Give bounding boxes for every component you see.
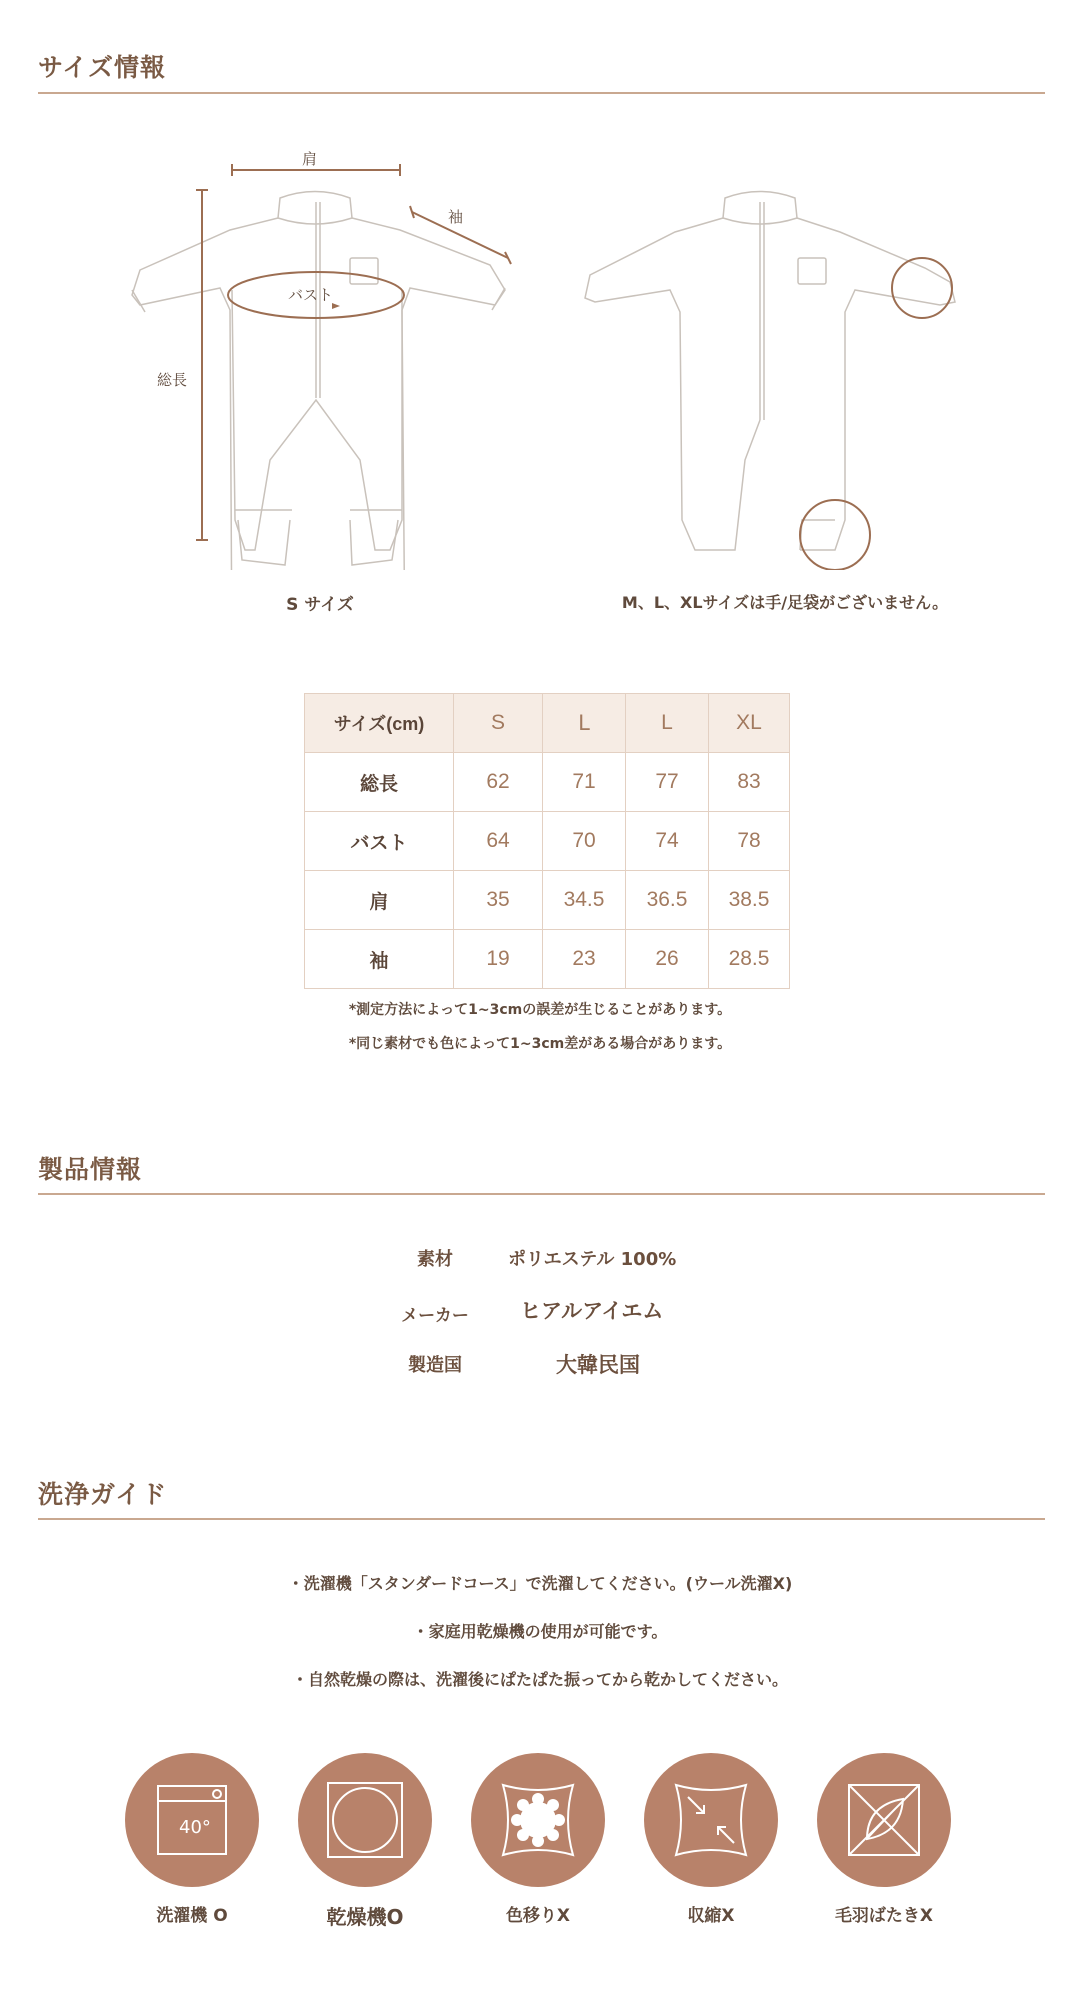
cell: 70 bbox=[543, 812, 626, 871]
maker-label: メーカー bbox=[401, 1306, 469, 1326]
row-label: 総長 bbox=[305, 753, 454, 812]
cell: 19 bbox=[454, 930, 543, 989]
size-header-s: S bbox=[454, 694, 543, 753]
wash-section-divider bbox=[38, 1518, 1045, 1520]
washing-machine-icon bbox=[125, 1753, 259, 1887]
size-header-unit: サイズ(cm) bbox=[305, 694, 454, 753]
table-row bbox=[305, 753, 790, 812]
svg-text:40°: 40° bbox=[179, 1817, 211, 1838]
wash-instruction-1: ・洗濯機「スタンダードコース」で洗濯してください。(ウール洗濯X) bbox=[287, 1574, 793, 1593]
product-section-divider bbox=[38, 1193, 1045, 1195]
cell: 26 bbox=[626, 930, 709, 989]
cell: 78 bbox=[709, 812, 790, 871]
measurement-note: *測定方法によって1~3cmの誤差が生じることがあります。 bbox=[348, 1002, 732, 1018]
cell: 62 bbox=[454, 753, 543, 812]
material-label: 素材 bbox=[417, 1249, 453, 1270]
back-romper-diagram bbox=[570, 140, 990, 570]
cell: 77 bbox=[626, 753, 709, 812]
cell: 38.5 bbox=[709, 871, 790, 930]
tumble-dryer-icon bbox=[298, 1753, 432, 1887]
shrinkage-icon bbox=[644, 1753, 778, 1887]
row-label: バスト bbox=[305, 812, 454, 871]
product-section-title: 製品情報 bbox=[38, 1155, 143, 1184]
length-label: 総長 bbox=[157, 371, 188, 389]
pilling-icon bbox=[817, 1753, 951, 1887]
origin-label: 製造国 bbox=[408, 1355, 462, 1376]
back-caption: M、L、XLサイズは手/足袋がございません。 bbox=[621, 593, 949, 612]
size-header-xl: XL bbox=[709, 694, 790, 753]
maker-value: ヒアルアイエム bbox=[520, 1299, 664, 1323]
bust-label: バスト bbox=[288, 286, 334, 304]
row-label: 肩 bbox=[305, 871, 454, 930]
table-row bbox=[305, 871, 790, 930]
row-label: 袖 bbox=[305, 930, 454, 989]
front-romper-diagram bbox=[120, 140, 520, 570]
cell: 23 bbox=[543, 930, 626, 989]
front-caption: S サイズ bbox=[286, 595, 354, 615]
material-value: ポリエステル 100% bbox=[508, 1249, 677, 1270]
size-table bbox=[304, 693, 790, 989]
cell: 36.5 bbox=[626, 871, 709, 930]
wash-instruction-2: ・家庭用乾燥機の使用が可能です。 bbox=[412, 1622, 668, 1641]
origin-value: 大韓民国 bbox=[556, 1353, 640, 1377]
sleeve-label: 袖 bbox=[448, 208, 464, 226]
cell: 83 bbox=[709, 753, 790, 812]
color-transfer-icon bbox=[471, 1753, 605, 1887]
table-row bbox=[305, 930, 790, 989]
cell: 74 bbox=[626, 812, 709, 871]
wash-section-title: 洗浄ガイド bbox=[38, 1480, 168, 1509]
pilling-label: 毛羽ばたきX bbox=[834, 1906, 934, 1926]
wash-instruction-3: ・自然乾燥の際は、洗濯後にぱたぱた振ってから乾かしてください。 bbox=[291, 1670, 788, 1689]
cell: 34.5 bbox=[543, 871, 626, 930]
size-section-title: サイズ情報 bbox=[38, 53, 167, 82]
shrinkage-label: 収縮X bbox=[687, 1906, 735, 1926]
color-transfer-label: 色移りX bbox=[505, 1906, 571, 1926]
size-header-m: ᒪ bbox=[543, 694, 626, 753]
washing-machine-label: 洗濯機 O bbox=[156, 1906, 228, 1926]
color-note: *同じ素材でも色によって1~3cm差がある場合があります。 bbox=[348, 1036, 732, 1052]
size-header-l: L bbox=[626, 694, 709, 753]
shoulder-label: 肩 bbox=[302, 150, 318, 168]
cell: 28.5 bbox=[709, 930, 790, 989]
size-section-divider bbox=[38, 92, 1045, 94]
table-row bbox=[305, 812, 790, 871]
tumble-dryer-label: 乾燥機O bbox=[326, 1905, 404, 1929]
cell: 71 bbox=[543, 753, 626, 812]
size-table-header-row bbox=[305, 694, 790, 753]
cell: 35 bbox=[454, 871, 543, 930]
cell: 64 bbox=[454, 812, 543, 871]
